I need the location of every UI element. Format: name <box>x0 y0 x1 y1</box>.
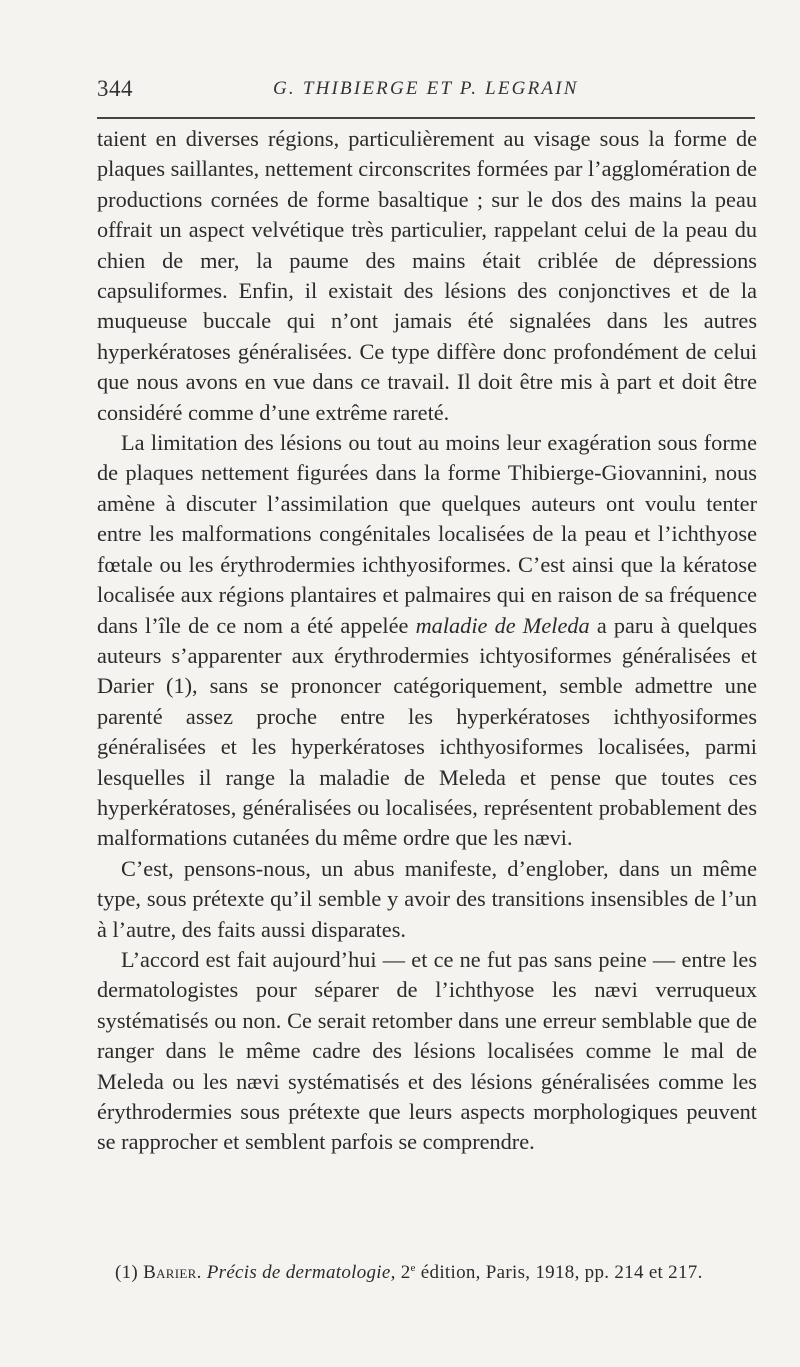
paragraph: L’accord est fait aujourd’hui — et ce ne fut pas sans peine — entre les dermatologistes pour séparer de l’ichthyose les nævi verruqueux systématisés ou non. Ce serait retomber dans une erreur semblable que de ranger dans le même cadre des lésions localisées comme le mal de Meleda ou les nævi systématisés et des lésions généralisées comme les érythrodermies sous prétexte que leurs aspects morphologiques peuvent se rapprocher et semblent parfois se comprendre. <box>97 946 757 1155</box>
footnote-edition-sup: e <box>410 1262 416 1274</box>
running-title: G. THIBIERGE ET P. LEGRAIN <box>273 78 579 99</box>
paragraph-text: a paru à quelques auteurs s’apparenter aux érythrodermies ichtyosiformes généralisées et Darier (1), sans se prononcer catégoriquement, semble admettre une parenté assez proche entre les hyperkératoses ichthyosiformes généralisées et les hyperkératoses ichthyosiformes localisées, parmi lesquelles il range la maladie de Meleda et pense que toutes ces hyperkératoses, généralisées ou localisées, représentent probablement des malformations cutanées du même ordre que les nævi. <box>97 612 758 851</box>
paragraph <box>97 428 757 854</box>
footnote-author: Barier. <box>143 1262 202 1283</box>
footnote-title: Précis de dermatologie, <box>206 1262 396 1283</box>
footnote <box>115 1256 765 1285</box>
footnote-edition-number: 2 <box>400 1262 411 1283</box>
footnote-marker: (1) <box>115 1262 139 1283</box>
paragraph: C’est, pensons-nous, un abus manifeste, d’englober, dans un même type, sous prétexte qu’il semble y avoir des transitions insensibles de l’un à l’autre, des faits aussi disparates. <box>97 855 757 942</box>
emphasis-text: maladie de Meleda <box>415 612 590 638</box>
page-header <box>97 76 755 106</box>
page-number: 344 <box>97 76 133 101</box>
header-rule <box>97 117 755 119</box>
footnote-rest: édition, Paris, 1918, pp. 214 et 217. <box>420 1262 703 1283</box>
paragraph-text: La limitation des lésions ou tout au moins leur exagération sous forme de plaques nettement figurées dans la forme Thibierge-Giovannini, nous amène à discuter l’assimilation que quelques auteurs ont voulu tenter entre les malformations congénitales localisées de la peau et l’ichthyose fœtale ou les érythrodermies ichthyosiformes. C’est ainsi que la kératose localisée aux régions plantaires et palmaires qui en raison de sa fréquence dans l’île de ce nom a été appelée <box>97 430 757 638</box>
paragraph: taient en diverses régions, particulièrement au visage sous la forme de plaques saillantes, nettement circonscrites formées par l’agglomération de productions cornées de forme basaltique ; sur le dos des mains la peau offrait un aspect velvétique très particulier, rappelant celui de la peau du chien de mer, la paume des mains était criblée de dépressions capsuliformes. Enfin, il existait des lésions des conjonctives et de la muqueuse buccale qui n’ont jamais été signalées dans les autres hyperkératoses généralisées. Ce type diffère donc profondément de celui que nous avons en vue dans ce travail. Il doit être mis à part et doit être considéré comme d’une extrême rareté. <box>97 126 757 425</box>
body-text <box>97 124 757 1158</box>
